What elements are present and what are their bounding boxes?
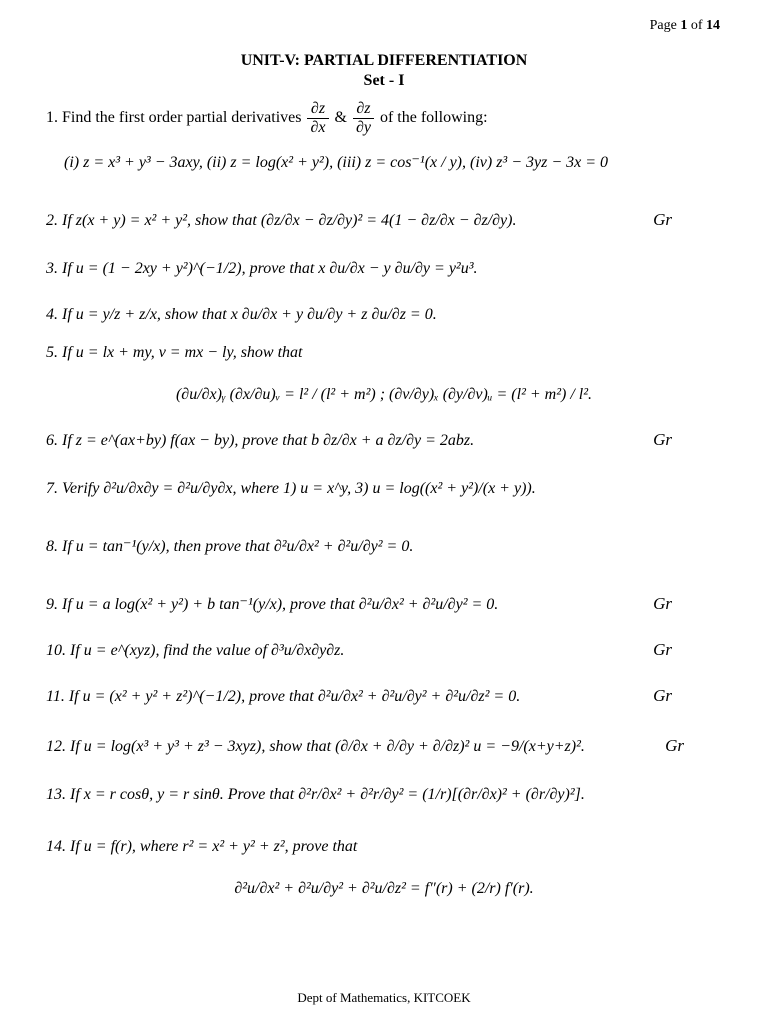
gr-mark-10: Gr — [653, 640, 672, 659]
unit-title: UNIT-V: PARTIAL DIFFERENTIATION — [240, 52, 528, 69]
question-5-equation: (∂u/∂x)ᵧ (∂x/∂u)ᵥ = l² / (l² + m²) ; (∂v/∂y)ₓ (∂y/∂v)ᵤ = (l² + m²) / l². — [175, 386, 593, 403]
gr-mark-9: Gr — [653, 594, 672, 613]
question-7: 7. Verify ∂²u/∂x∂y = ∂²u/∂y∂x, where 1) u = x^y, 3) u = log((x² + y²)/(x + y)). — [46, 480, 536, 497]
question-13: 13. If x = r cosθ, y = r sinθ. Prove that ∂²r/∂x² + ∂²r/∂y² = (1/r)[(∂r/∂x)² + (∂r/∂y)²]. — [46, 786, 585, 803]
question-9: 9. If u = a log(x² + y²) + b tan⁻¹(y/x), prove that ∂²u/∂x² + ∂²u/∂y² = 0. — [46, 596, 499, 613]
question-5: 5. If u = lx + my, v = mx − ly, show that — [46, 344, 303, 361]
gr-mark-6: Gr — [653, 430, 672, 449]
question-6: 6. If z = e^(ax+by) f(ax − by), prove that b ∂z/∂x + a ∂z/∂y = 2abz. — [46, 432, 475, 449]
question-1-parts: (i) z = x³ + y³ − 3axy, (ii) z = log(x² + y²), (iii) z = cos⁻¹(x / y), (iv) z³ − 3yz − 3x = 0 — [64, 154, 609, 171]
question-1: 1. Find the first order partial derivatives $\frac{\partial z}{\partial x}$ & $\frac{\partial z}{\partial y}$ of the following: — [46, 100, 488, 136]
question-10: 10. If u = e^(xyz), find the value of ∂³u/∂x∂y∂z. — [46, 642, 345, 659]
question-2: 2. If z(x + y) = x² + y², show that (∂z/∂x − ∂z/∂y)² = 4(1 − ∂z/∂x − ∂z/∂y). — [46, 212, 517, 229]
question-12: 12. If u = log(x³ + y³ + z³ − 3xyz), show that (∂/∂x + ∂/∂y + ∂/∂z)² u = −9/(x+y+z)². — [46, 738, 585, 755]
question-3: 3. If u = (1 − 2xy + y²)^(−1/2), prove that x ∂u/∂x − y ∂u/∂y = y²u³. — [46, 260, 478, 277]
gr-mark-12: Gr — [665, 736, 684, 755]
question-14-equation: ∂²u/∂x² + ∂²u/∂y² + ∂²u/∂z² = f″(r) + (2/r) f′(r). — [234, 880, 534, 897]
question-4: 4. If u = y/z + z/x, show that x ∂u/∂x + y ∂u/∂y + z ∂u/∂z = 0. — [46, 306, 437, 323]
question-11: 11. If u = (x² + y² + z²)^(−1/2), prove that ∂²u/∂x² + ∂²u/∂y² + ∂²u/∂z² = 0. — [46, 688, 521, 705]
gr-mark-11: Gr — [653, 686, 672, 705]
question-8: 8. If u = tan⁻¹(y/x), then prove that ∂²u/∂x² + ∂²u/∂y² = 0. — [46, 538, 414, 555]
footer: Dept of Mathematics, KITCOEK — [297, 990, 471, 1005]
question-14: 14. If u = f(r), where r² = x² + y² + z², prove that — [46, 838, 358, 855]
gr-mark-2: Gr — [653, 210, 672, 229]
set-title: Set - I — [363, 72, 405, 89]
page-number: Page 1 of 14 — [649, 18, 720, 33]
